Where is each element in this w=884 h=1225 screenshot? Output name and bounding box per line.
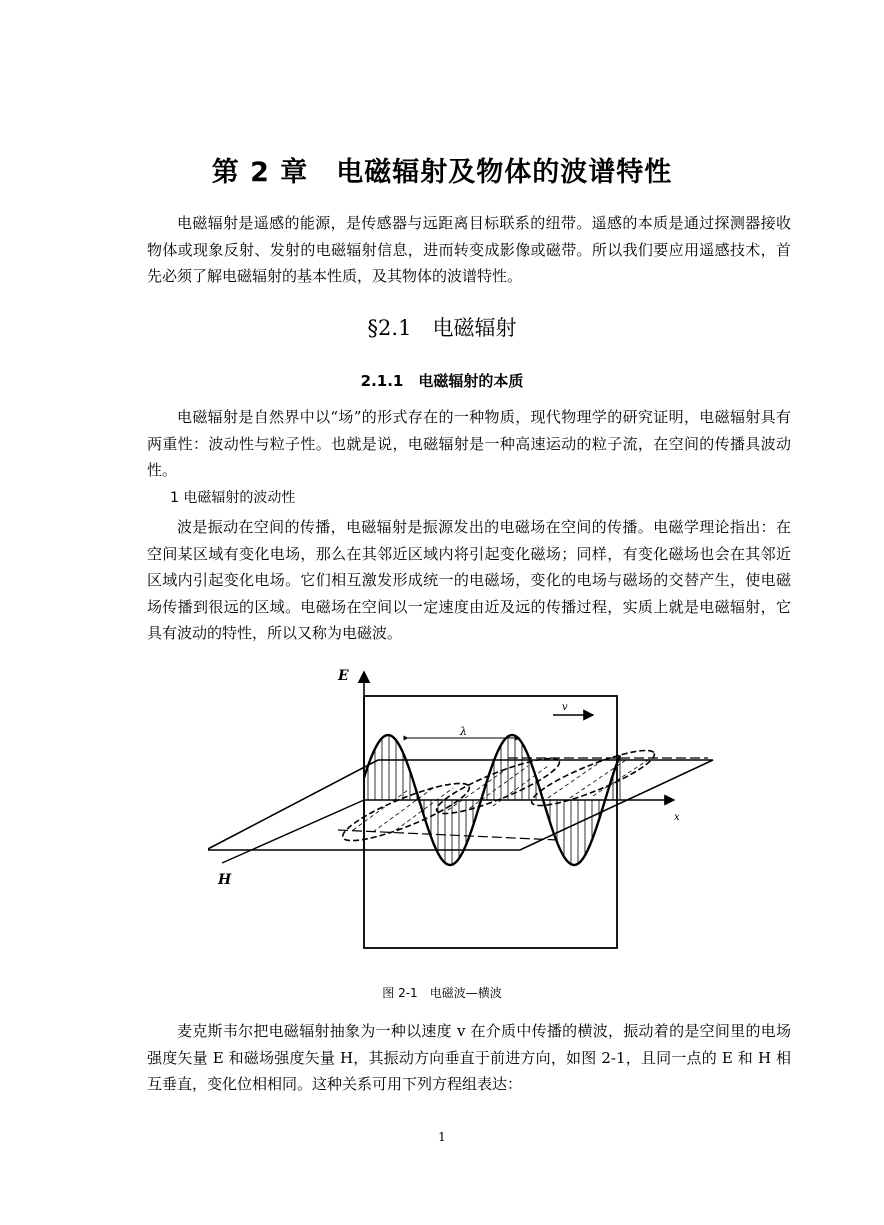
chapter-title: 第 2 章 电磁辐射及物体的波谱特性: [211, 157, 673, 188]
h-axis: [222, 800, 364, 863]
em-wave-diagram: [208, 660, 728, 960]
section-title: §2.1 电磁辐射: [367, 316, 517, 340]
h-plane: [208, 760, 713, 850]
wave-paragraph: 波是振动在空间的传播，电磁辐射是振源发出的电磁场在空间的传播。电磁学理论指出：在空间某区域有变化电场，那么在其邻近区域内将引起变化磁场；同样，有变化磁场也会在其邻近区域内引起变化电场。它们相互激发形成统一的电磁场，变化的电场与磁场的交替产生，使电磁场传播到很远的区域。电磁场在空间以一定速度由近及远的传播过程，实质上就是电磁辐射，它具有波动的特性，所以又称为电磁波。: [147, 518, 791, 642]
wave-heading: 1 电磁辐射的波动性: [170, 490, 296, 506]
maxwell-paragraph: 麦克斯韦尔把电磁辐射抽象为一种以速度 v 在介质中传播的横波，振动着的是空间里的电场强度矢量 E 和磁场强度矢量 H，其振动方向垂直于前进方向，如图 2-1，且同一点的 E 和 H 相互垂直，变化位相相同。这种关系可用下列方程组表达：: [147, 1022, 791, 1093]
label-lambda: λ: [460, 725, 467, 738]
label-h: H: [218, 872, 232, 888]
em-wave-figure: [208, 660, 728, 960]
intro-paragraph: 电磁辐射是遥感的能源，是传感器与远距离目标联系的纽带。遥感的本质是通过探测器接收物体或现象反射、发射的电磁辐射信息，进而转变成影像或磁带。所以我们要应用遥感技术，首先必须了解电磁辐射的基本性质，及其物体的波谱特性。: [147, 214, 791, 285]
nature-paragraph: 电磁辐射是自然界中以“场”的形式存在的一种物质，现代物理学的研究证明，电磁辐射具有两重性：波动性与粒子性。也就是说，电磁辐射是一种高速运动的粒子流，在空间的传播具波动性。: [147, 408, 791, 479]
subsection-title: 2.1.1 电磁辐射的本质: [360, 372, 524, 390]
page-number: 1: [438, 1130, 446, 1144]
label-x: x: [674, 812, 680, 823]
label-e: E: [338, 668, 349, 684]
h-field-hatch: [353, 760, 648, 832]
label-v: v: [562, 702, 568, 713]
figure-caption: 图 2-1 电磁波—横波: [382, 986, 502, 1000]
